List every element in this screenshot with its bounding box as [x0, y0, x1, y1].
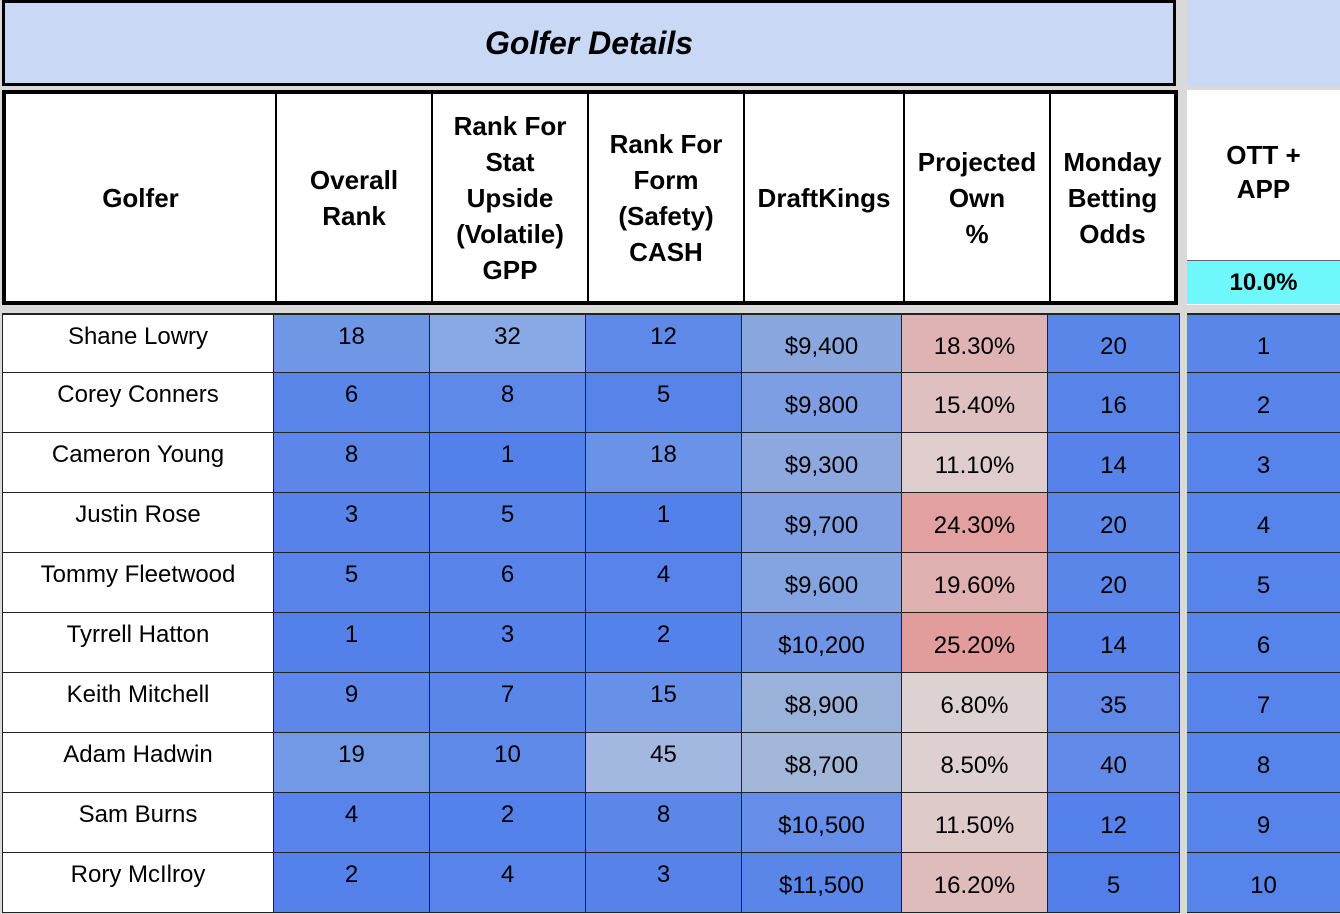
table-row[interactable] — [2, 433, 1180, 493]
monday-odds-cell[interactable]: 14 — [1048, 433, 1180, 492]
form-safety-cell[interactable]: 8 — [586, 793, 742, 852]
form-safety-cell[interactable]: 2 — [586, 613, 742, 672]
table-row[interactable] — [2, 613, 1180, 673]
monday-odds-cell[interactable]: 20 — [1048, 493, 1180, 552]
golfer-name-cell[interactable]: Keith Mitchell — [2, 673, 274, 732]
table-row[interactable] — [2, 853, 1180, 913]
ott-app-weight[interactable]: 10.0% — [1187, 260, 1340, 304]
form-safety-cell[interactable]: 45 — [586, 733, 742, 792]
form-safety-cell[interactable]: 3 — [586, 853, 742, 912]
stat-upside-cell[interactable]: 6 — [430, 553, 586, 612]
side-header — [1187, 90, 1340, 305]
draftkings-salary-cell[interactable]: $9,300 — [742, 433, 902, 492]
ott-app-rank-cell[interactable]: 10 — [1187, 853, 1340, 913]
ott-app-rank-cell[interactable]: 5 — [1187, 553, 1340, 613]
draftkings-salary-cell[interactable]: $9,600 — [742, 553, 902, 612]
monday-odds-cell[interactable]: 35 — [1048, 673, 1180, 732]
projected-own-cell[interactable]: 11.50% — [902, 793, 1048, 852]
projected-own-cell[interactable]: 6.80% — [902, 673, 1048, 732]
projected-own-cell[interactable]: 25.20% — [902, 613, 1048, 672]
form-safety-cell[interactable]: 4 — [586, 553, 742, 612]
header-monday-odds[interactable]: Monday Betting Odds — [1063, 146, 1162, 249]
stat-upside-cell[interactable]: 2 — [430, 793, 586, 852]
table-row[interactable] — [2, 373, 1180, 433]
projected-own-cell[interactable]: 19.60% — [902, 553, 1048, 612]
overall-rank-cell[interactable]: 9 — [274, 673, 430, 732]
ott-app-panel — [1187, 0, 1340, 914]
overall-rank-cell[interactable]: 18 — [274, 315, 430, 372]
table-row[interactable] — [2, 553, 1180, 613]
stat-upside-cell[interactable]: 8 — [430, 373, 586, 432]
ott-app-rank-cell[interactable]: 9 — [1187, 793, 1340, 853]
draftkings-salary-cell[interactable]: $9,400 — [742, 315, 902, 372]
projected-own-cell[interactable]: 24.30% — [902, 493, 1048, 552]
projected-own-cell[interactable]: 18.30% — [902, 315, 1048, 372]
golfer-name-cell[interactable]: Justin Rose — [2, 493, 274, 552]
golfer-name-cell[interactable]: Corey Conners — [2, 373, 274, 432]
ott-app-rank-cell[interactable]: 7 — [1187, 673, 1340, 733]
header-ott-app[interactable]: OTT + APP — [1226, 140, 1301, 204]
projected-own-cell[interactable]: 16.20% — [902, 853, 1048, 912]
ott-app-rank-cell[interactable]: 2 — [1187, 373, 1340, 433]
monday-odds-cell[interactable]: 5 — [1048, 853, 1180, 912]
draftkings-salary-cell[interactable]: $8,700 — [742, 733, 902, 792]
ott-app-rank-cell[interactable]: 6 — [1187, 613, 1340, 673]
monday-odds-cell[interactable]: 14 — [1048, 613, 1180, 672]
table-row[interactable] — [2, 493, 1180, 553]
monday-odds-cell[interactable]: 20 — [1048, 315, 1180, 372]
ott-app-column — [1187, 313, 1340, 913]
form-safety-cell[interactable]: 18 — [586, 433, 742, 492]
ott-app-rank-cell[interactable]: 4 — [1187, 493, 1340, 553]
monday-odds-cell[interactable]: 40 — [1048, 733, 1180, 792]
projected-own-cell[interactable]: 15.40% — [902, 373, 1048, 432]
stat-upside-cell[interactable]: 5 — [430, 493, 586, 552]
stat-upside-cell[interactable]: 7 — [430, 673, 586, 732]
golfer-name-cell[interactable]: Sam Burns — [2, 793, 274, 852]
overall-rank-cell[interactable]: 8 — [274, 433, 430, 492]
projected-own-cell[interactable]: 11.10% — [902, 433, 1048, 492]
overall-rank-cell[interactable]: 4 — [274, 793, 430, 852]
monday-odds-cell[interactable]: 16 — [1048, 373, 1180, 432]
projected-own-cell[interactable]: 8.50% — [902, 733, 1048, 792]
overall-rank-cell[interactable]: 5 — [274, 553, 430, 612]
monday-odds-cell[interactable]: 12 — [1048, 793, 1180, 852]
table-row[interactable] — [2, 313, 1180, 373]
golfer-name-cell[interactable]: Rory McIlroy — [2, 853, 274, 912]
stat-upside-cell[interactable]: 32 — [430, 315, 586, 372]
overall-rank-cell[interactable]: 2 — [274, 853, 430, 912]
overall-rank-cell[interactable]: 3 — [274, 493, 430, 552]
golfer-name-cell[interactable]: Tommy Fleetwood — [2, 553, 274, 612]
golfer-name-cell[interactable]: Cameron Young — [2, 433, 274, 492]
overall-rank-cell[interactable]: 19 — [274, 733, 430, 792]
side-title-bar — [1187, 0, 1340, 86]
stat-upside-cell[interactable]: 1 — [430, 433, 586, 492]
table-row[interactable] — [2, 733, 1180, 793]
form-safety-cell[interactable]: 12 — [586, 315, 742, 372]
draftkings-salary-cell[interactable]: $9,800 — [742, 373, 902, 432]
table-row[interactable] — [2, 673, 1180, 733]
ott-app-rank-cell[interactable]: 8 — [1187, 733, 1340, 793]
header-overall-rank[interactable]: Overall Rank — [277, 94, 433, 301]
column-header-row — [2, 90, 1178, 305]
draftkings-salary-cell[interactable]: $8,900 — [742, 673, 902, 732]
golfer-table-body — [2, 313, 1180, 913]
stat-upside-cell[interactable]: 10 — [430, 733, 586, 792]
stat-upside-cell[interactable]: 3 — [430, 613, 586, 672]
golfer-name-cell[interactable]: Shane Lowry — [2, 315, 274, 372]
form-safety-cell[interactable]: 15 — [586, 673, 742, 732]
draftkings-salary-cell[interactable]: $11,500 — [742, 853, 902, 912]
draftkings-salary-cell[interactable]: $10,200 — [742, 613, 902, 672]
overall-rank-cell[interactable]: 1 — [274, 613, 430, 672]
stat-upside-cell[interactable]: 4 — [430, 853, 586, 912]
overall-rank-cell[interactable]: 6 — [274, 373, 430, 432]
golfer-details-title: Golfer Details — [2, 0, 1176, 86]
header-projected-own[interactable]: Projected Own % — [905, 94, 1051, 301]
table-row[interactable] — [2, 793, 1180, 853]
golfer-name-cell[interactable]: Adam Hadwin — [2, 733, 274, 792]
header-stat-upside[interactable]: Rank For Stat Upside (Volatile) GPP — [433, 94, 589, 301]
golfer-name-cell[interactable]: Tyrrell Hatton — [2, 613, 274, 672]
monday-odds-cell[interactable]: 20 — [1048, 553, 1180, 612]
header-draftkings[interactable]: DraftKings — [745, 94, 905, 301]
header-golfer[interactable]: Golfer — [6, 94, 277, 301]
form-safety-cell[interactable]: 1 — [586, 493, 742, 552]
ott-app-rank-cell[interactable]: 1 — [1187, 313, 1340, 373]
draftkings-salary-cell[interactable]: $10,500 — [742, 793, 902, 852]
form-safety-cell[interactable]: 5 — [586, 373, 742, 432]
header-form-safety[interactable]: Rank For Form (Safety) CASH — [589, 94, 745, 301]
draftkings-salary-cell[interactable]: $9,700 — [742, 493, 902, 552]
ott-app-rank-cell[interactable]: 3 — [1187, 433, 1340, 493]
